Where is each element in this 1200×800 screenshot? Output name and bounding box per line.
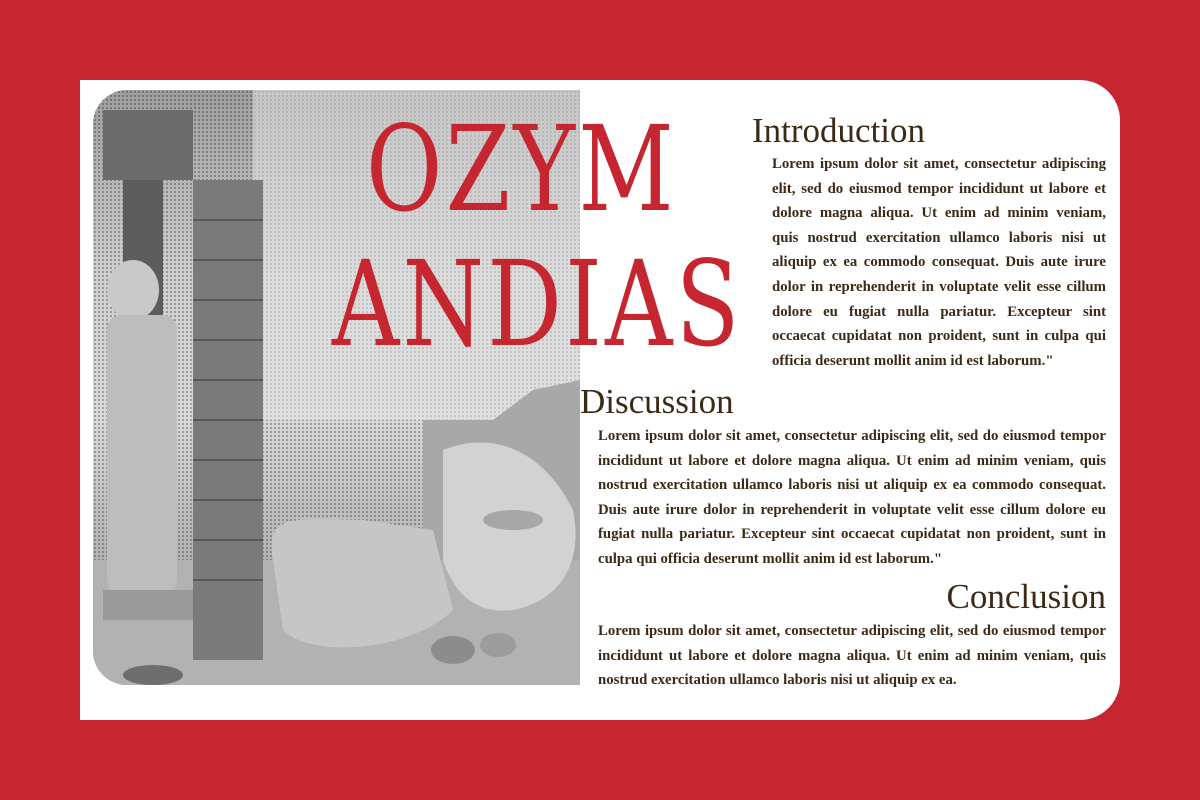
title-line-2: ANDIAS (332, 235, 743, 373)
discussion-heading: Discussion (580, 382, 734, 421)
conclusion-heading: Conclusion (946, 577, 1106, 616)
introduction-heading: Introduction (752, 111, 926, 150)
discussion-body: Lorem ipsum dolor sit amet, consectetur adipiscing elit, sed do eiusmod tempor incididunt ut labore et dolore magna aliqua. Ut enim ad minim veniam, quis nostrud exercitation ullamco laboris nisi ut aliquip ex ea commodo consequat. Duis aute irure dolor in reprehenderit in voluptate velit esse cillum dolore eu fugiat nulla pariatur. Excepteur sint occaecat cupidatat non proident, sunt in culpa qui officia deserunt mollit anim id est laborum." (598, 428, 1106, 567)
introduction-body: Lorem ipsum dolor sit amet, consectetur adipiscing elit, sed do eiusmod tempor incididunt ut labore et dolore magna aliqua. Ut enim ad minim veniam, quis nostrud exercitation ullamco laboris nisi ut aliquip ex ea commodo consequat. Duis aute irure dolor in reprehenderit in voluptate velit esse cillum dolore eu fugiat nulla pariatur. Excepteur sint occaecat cupidatat non proident, sunt in culpa qui officia deserunt mollit anim id est laborum." (772, 156, 1106, 369)
title-line-1: OZYM (366, 100, 677, 238)
conclusion-body: Lorem ipsum dolor sit amet, consectetur adipiscing elit, sed do eiusmod tempor incididunt ut labore et dolore magna aliqua. Ut enim ad minim veniam, quis nostrud exercitation ullamco laboris nisi ut aliquip ex ea. (598, 623, 1106, 689)
